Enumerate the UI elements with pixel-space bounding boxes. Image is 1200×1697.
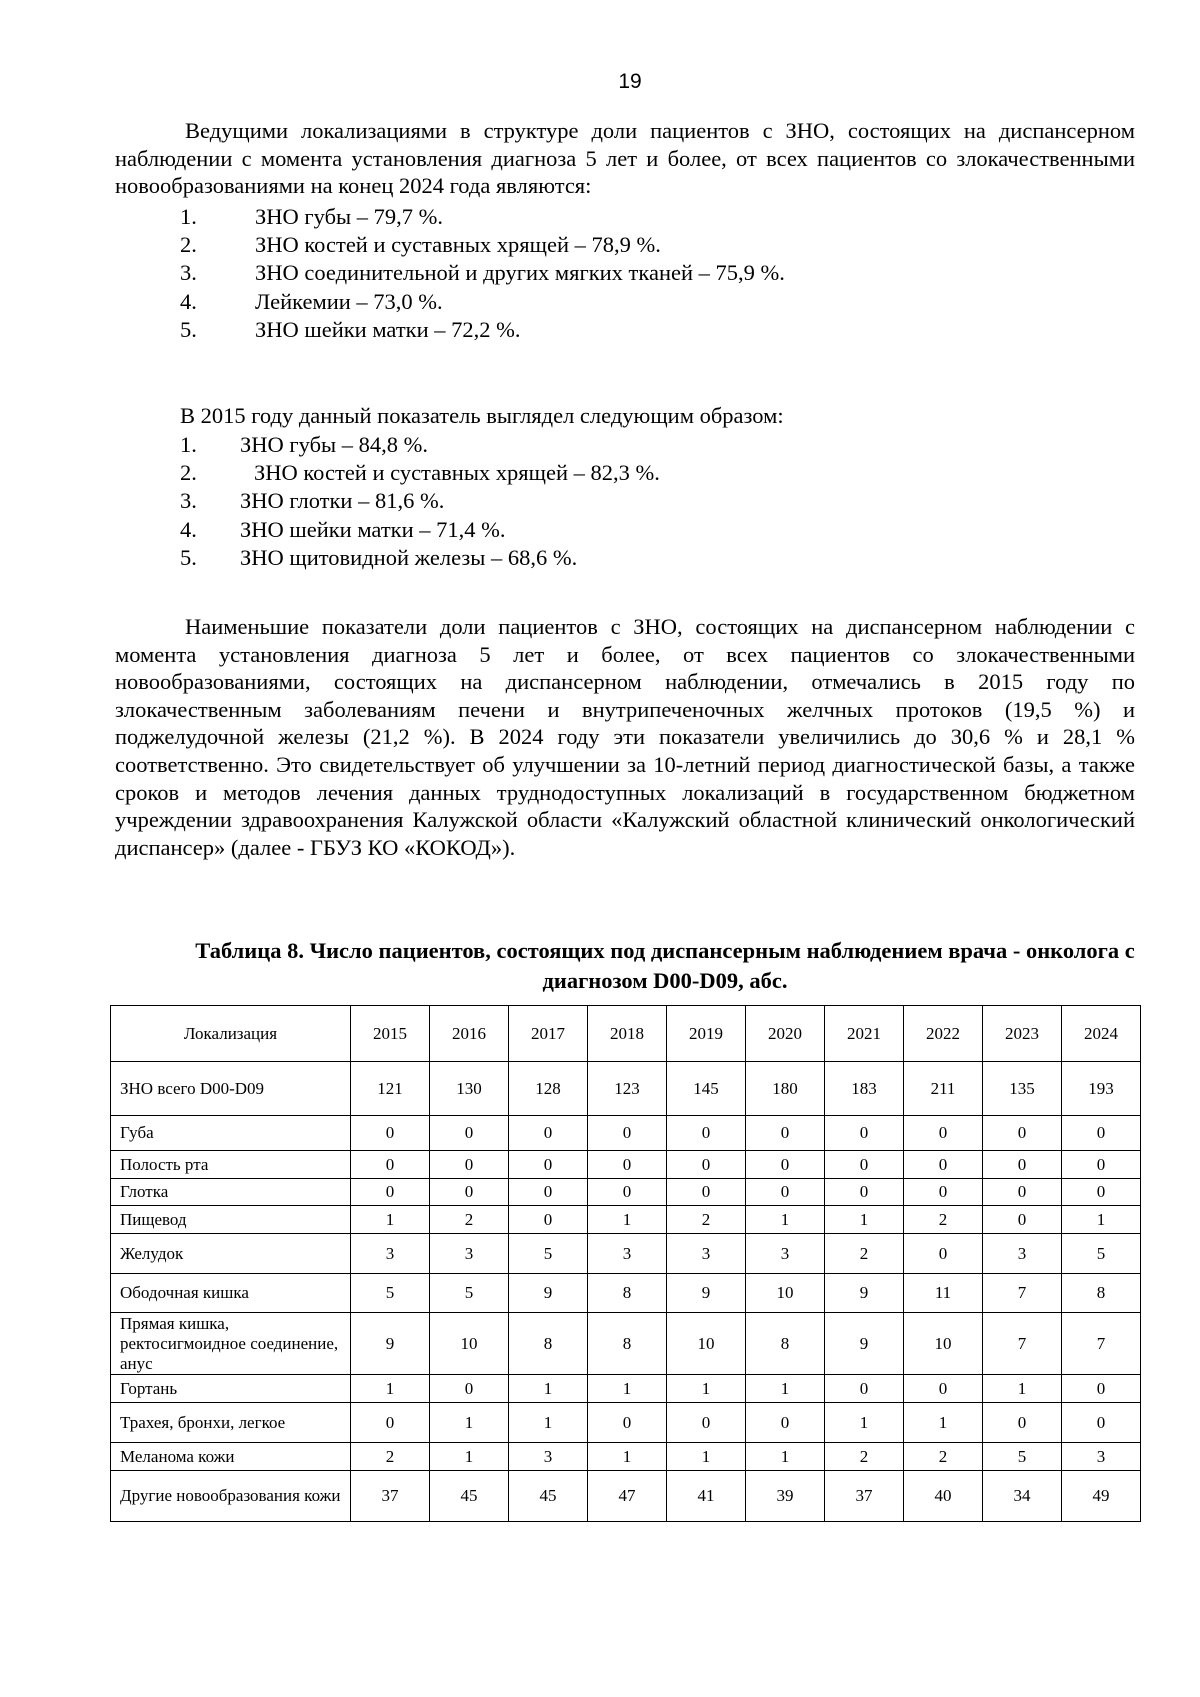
list-item-text: ЗНО глотки – 81,6 %. <box>240 488 445 514</box>
table-cell-count: 1 <box>746 1206 825 1234</box>
table-cell-count: 9 <box>667 1274 746 1313</box>
table-cell-count: 7 <box>983 1313 1062 1375</box>
column-header-year: 2018 <box>588 1006 667 1062</box>
table-cell-count: 0 <box>825 1179 904 1206</box>
table-cell-count: 0 <box>825 1151 904 1179</box>
table-cell-count: 0 <box>430 1116 509 1151</box>
table-cell-count: 7 <box>1062 1313 1141 1375</box>
table-cell-count: 3 <box>509 1443 588 1471</box>
table-cell-count: 0 <box>509 1116 588 1151</box>
table-row <box>111 1206 1141 1234</box>
table-cell-count: 2 <box>430 1206 509 1234</box>
table-cell-count: 9 <box>509 1274 588 1313</box>
list-item-text: ЗНО шейки матки – 71,4 %. <box>240 516 506 542</box>
table-cell-count: 8 <box>1062 1274 1141 1313</box>
list-item <box>180 203 785 231</box>
table-cell-count: 0 <box>1062 1375 1141 1403</box>
column-header-year: 2015 <box>351 1006 430 1062</box>
table-cell-count: 2 <box>904 1206 983 1234</box>
list-item-number: 3. <box>180 260 197 286</box>
list-item <box>180 431 660 459</box>
table-cell-count: 1 <box>430 1443 509 1471</box>
table-cell-count: 128 <box>509 1062 588 1116</box>
table-cell-count: 0 <box>983 1151 1062 1179</box>
table-cell-count: 0 <box>983 1116 1062 1151</box>
table-cell-count: 183 <box>825 1062 904 1116</box>
list-item-text: ЗНО соединительной и других мягких тканей – 75,9 %. <box>255 260 785 286</box>
table-cell-count: 0 <box>904 1179 983 1206</box>
list-item-number: 5. <box>180 544 197 570</box>
table-cell-count: 1 <box>746 1375 825 1403</box>
table-cell-count: 0 <box>904 1234 983 1274</box>
table-cell-count: 0 <box>983 1179 1062 1206</box>
table-cell-count: 3 <box>1062 1443 1141 1471</box>
table-cell-count: 0 <box>351 1403 430 1443</box>
row-label-localization: Полость рта <box>111 1151 351 1179</box>
table-row <box>111 1313 1141 1375</box>
table-cell-count: 1 <box>351 1206 430 1234</box>
table-cell-count: 45 <box>430 1471 509 1522</box>
table-cell-count: 8 <box>588 1274 667 1313</box>
table-caption: Таблица 8. Число пациентов, состоящих под диспансерным наблюдением врача - онколога с диагнозом D00-D09, абс. <box>195 938 1135 993</box>
table-cell-count: 41 <box>667 1471 746 1522</box>
table-cell-count: 0 <box>588 1403 667 1443</box>
table-cell-count: 0 <box>509 1151 588 1179</box>
table-cell-count: 0 <box>825 1116 904 1151</box>
table-cell-count: 39 <box>746 1471 825 1522</box>
table-cell-count: 3 <box>430 1234 509 1274</box>
list-item-number: 2. <box>180 232 197 258</box>
table-cell-count: 34 <box>983 1471 1062 1522</box>
list-item-number: 4. <box>180 516 197 542</box>
table-cell-count: 8 <box>746 1313 825 1375</box>
table-cell-count: 1 <box>509 1375 588 1403</box>
table-cell-count: 3 <box>667 1234 746 1274</box>
column-header-year: 2024 <box>1062 1006 1141 1062</box>
table-cell-count: 0 <box>430 1179 509 1206</box>
table-cell-count: 0 <box>904 1375 983 1403</box>
table-cell-count: 5 <box>983 1443 1062 1471</box>
paragraph-lowest-indicators: Наименьшие показатели доли пациентов с ЗНО, состоящих на диспансерном наблюдении с момента установления диагноза 5 лет и более, от всех пациентов со злокачественными новообразованиями, состоящих на диспансерном наблюдении, отмечались в 2015 году по злокачественным заболеваниям печени и внутрипеченочных желчных протоков (19,5 %) и поджелудочной железы (21,2 %). В 2024 году эти показатели увеличились до 30,6 % и 28,1 % соответственно. Это свидетельствует об улучшении за 10-летний период диагностической базы, а также сроков и методов лечения данных труднодоступных локализаций в государственном бюджетном учреждении здравоохранения Калужской области «Калужский областной клинический онкологический диспансер» (далее - ГБУЗ КО «КОКОД»). <box>115 614 1135 860</box>
table-cell-count: 2 <box>825 1443 904 1471</box>
table-cell-count: 0 <box>1062 1179 1141 1206</box>
table-cell-count: 0 <box>351 1116 430 1151</box>
list-item-text: ЗНО губы – 84,8 %. <box>240 432 429 457</box>
column-header-year: 2021 <box>825 1006 904 1062</box>
table-cell-count: 5 <box>351 1274 430 1313</box>
column-header-year: 2017 <box>509 1006 588 1062</box>
column-header-year: 2023 <box>983 1006 1062 1062</box>
column-header-localization: Локализация <box>111 1006 351 1062</box>
table-row <box>111 1062 1141 1116</box>
list-2024-localizations <box>180 203 785 344</box>
table-cell-count: 0 <box>983 1206 1062 1234</box>
column-header-year: 2019 <box>667 1006 746 1062</box>
page-number: 19 <box>618 70 642 93</box>
table-cell-count: 9 <box>351 1313 430 1375</box>
table-cell-count: 0 <box>667 1179 746 1206</box>
table-cell-count: 0 <box>746 1179 825 1206</box>
table-cell-count: 1 <box>904 1403 983 1443</box>
table-cell-count: 11 <box>904 1274 983 1313</box>
list-item <box>180 487 660 515</box>
table-cell-count: 1 <box>351 1375 430 1403</box>
list-item-text: ЗНО щитовидной железы – 68,6 %. <box>240 544 578 570</box>
list-item-number: 5. <box>180 316 197 342</box>
table-cell-count: 0 <box>509 1206 588 1234</box>
table-cell-count: 0 <box>746 1403 825 1443</box>
row-label-localization: Пищевод <box>111 1206 351 1234</box>
table-cell-count: 1 <box>746 1443 825 1471</box>
row-label-localization: Меланома кожи <box>111 1443 351 1471</box>
table-cell-count: 0 <box>509 1179 588 1206</box>
table-row <box>111 1151 1141 1179</box>
table-cell-count: 3 <box>746 1234 825 1274</box>
paragraph-leading-localizations: Ведущими локализациями в структуре доли пациентов с ЗНО, состоящих на диспансерном наблюдении с момента установления диагноза 5 лет и более, от всех пациентов со злокачественными новообразованиями на конец 2024 года являются: <box>115 118 1135 199</box>
list-item-text: Лейкемии – 73,0 %. <box>255 288 443 314</box>
list-item <box>180 288 785 316</box>
list-item-text: ЗНО шейки матки – 72,2 %. <box>255 316 521 342</box>
row-label-localization: Ободочная кишка <box>111 1274 351 1313</box>
table-cell-count: 0 <box>430 1151 509 1179</box>
table-cell-count: 180 <box>746 1062 825 1116</box>
table-cell-count: 37 <box>825 1471 904 1522</box>
table-row <box>111 1234 1141 1274</box>
table-cell-count: 3 <box>588 1234 667 1274</box>
table-row <box>111 1443 1141 1471</box>
table-cell-count: 5 <box>1062 1234 1141 1274</box>
table-cell-count: 3 <box>351 1234 430 1274</box>
row-label-localization: Прямая кишка, ректосигмоидное соединение, анус <box>111 1313 351 1375</box>
list-item <box>180 516 660 544</box>
table-cell-count: 5 <box>430 1274 509 1313</box>
table-cell-count: 1 <box>825 1403 904 1443</box>
list-item-number: 2. <box>180 460 197 486</box>
table-cell-count: 1 <box>667 1375 746 1403</box>
list-item-number: 1. <box>180 432 197 457</box>
table-cell-count: 7 <box>983 1274 1062 1313</box>
table-cell-count: 37 <box>351 1471 430 1522</box>
table-cell-count: 130 <box>430 1062 509 1116</box>
column-header-year: 2016 <box>430 1006 509 1062</box>
table-cell-count: 2 <box>667 1206 746 1234</box>
table-cell-count: 8 <box>588 1313 667 1375</box>
table-cell-count: 2 <box>904 1443 983 1471</box>
table-cell-count: 0 <box>746 1116 825 1151</box>
table-cell-count: 0 <box>904 1116 983 1151</box>
table-cell-count: 10 <box>667 1313 746 1375</box>
table-cell-count: 0 <box>667 1403 746 1443</box>
table-row <box>111 1179 1141 1206</box>
table-cell-count: 0 <box>904 1151 983 1179</box>
list-item <box>180 316 785 344</box>
table-cell-count: 0 <box>825 1375 904 1403</box>
table-cell-count: 0 <box>1062 1151 1141 1179</box>
list-2015-intro: В 2015 году данный показатель выглядел следующим образом: <box>180 403 784 428</box>
table-cell-count: 0 <box>1062 1116 1141 1151</box>
table-cell-count: 1 <box>588 1206 667 1234</box>
row-label-localization: Желудок <box>111 1234 351 1274</box>
list-item-number: 3. <box>180 488 197 514</box>
table-cell-count: 1 <box>588 1443 667 1471</box>
table-cell-count: 1 <box>825 1206 904 1234</box>
row-label-localization: ЗНО всего D00-D09 <box>111 1062 351 1116</box>
table-cell-count: 9 <box>825 1274 904 1313</box>
list-item-text: ЗНО костей и суставных хрящей – 78,9 %. <box>255 232 661 258</box>
table-cell-count: 1 <box>667 1443 746 1471</box>
table-cell-count: 10 <box>430 1313 509 1375</box>
list-item <box>180 259 785 287</box>
table-cell-count: 0 <box>1062 1403 1141 1443</box>
table-cell-count: 0 <box>983 1403 1062 1443</box>
table-cell-count: 211 <box>904 1062 983 1116</box>
table-row <box>111 1471 1141 1522</box>
table-cell-count: 2 <box>825 1234 904 1274</box>
table-cell-count: 0 <box>746 1151 825 1179</box>
table-cell-count: 0 <box>588 1151 667 1179</box>
table-cell-count: 1 <box>509 1403 588 1443</box>
row-label-localization: Глотка <box>111 1179 351 1206</box>
table-row <box>111 1375 1141 1403</box>
table-cell-count: 10 <box>904 1313 983 1375</box>
table-cell-count: 40 <box>904 1471 983 1522</box>
table-cell-count: 1 <box>983 1375 1062 1403</box>
table-cell-count: 0 <box>588 1179 667 1206</box>
table-cell-count: 47 <box>588 1471 667 1522</box>
table-cell-count: 8 <box>509 1313 588 1375</box>
list-2015-localizations <box>180 431 660 572</box>
list-item-text: ЗНО костей и суставных хрящей – 82,3 %. <box>254 460 660 486</box>
table-cell-count: 121 <box>351 1062 430 1116</box>
table-cell-count: 193 <box>1062 1062 1141 1116</box>
table-cell-count: 123 <box>588 1062 667 1116</box>
table-cell-count: 1 <box>430 1403 509 1443</box>
table-row <box>111 1116 1141 1151</box>
list-item-number: 4. <box>180 288 197 314</box>
table-cell-count: 10 <box>746 1274 825 1313</box>
list-item <box>180 459 660 487</box>
table-cell-count: 1 <box>1062 1206 1141 1234</box>
table-header-row <box>111 1006 1141 1062</box>
table-cell-count: 5 <box>509 1234 588 1274</box>
table-cell-count: 2 <box>351 1443 430 1471</box>
table-cell-count: 0 <box>588 1116 667 1151</box>
table-cell-count: 49 <box>1062 1471 1141 1522</box>
row-label-localization: Губа <box>111 1116 351 1151</box>
table-cell-count: 9 <box>825 1313 904 1375</box>
column-header-year: 2020 <box>746 1006 825 1062</box>
list-item <box>180 231 785 259</box>
table-cell-count: 0 <box>351 1179 430 1206</box>
list-item-text: ЗНО губы – 79,7 %. <box>255 204 444 229</box>
row-label-localization: Другие новообразования кожи <box>111 1471 351 1522</box>
patients-table <box>110 1005 1141 1522</box>
row-label-localization: Трахея, бронхи, легкое <box>111 1403 351 1443</box>
table-row <box>111 1274 1141 1313</box>
table-cell-count: 0 <box>430 1375 509 1403</box>
table-cell-count: 0 <box>667 1116 746 1151</box>
table-cell-count: 145 <box>667 1062 746 1116</box>
row-label-localization: Гортань <box>111 1375 351 1403</box>
table-cell-count: 1 <box>588 1375 667 1403</box>
table-cell-count: 135 <box>983 1062 1062 1116</box>
table-row <box>111 1403 1141 1443</box>
table-cell-count: 45 <box>509 1471 588 1522</box>
list-item <box>180 544 660 572</box>
column-header-year: 2022 <box>904 1006 983 1062</box>
table-cell-count: 0 <box>667 1151 746 1179</box>
table-cell-count: 0 <box>351 1151 430 1179</box>
list-item-number: 1. <box>180 204 197 229</box>
table-cell-count: 3 <box>983 1234 1062 1274</box>
